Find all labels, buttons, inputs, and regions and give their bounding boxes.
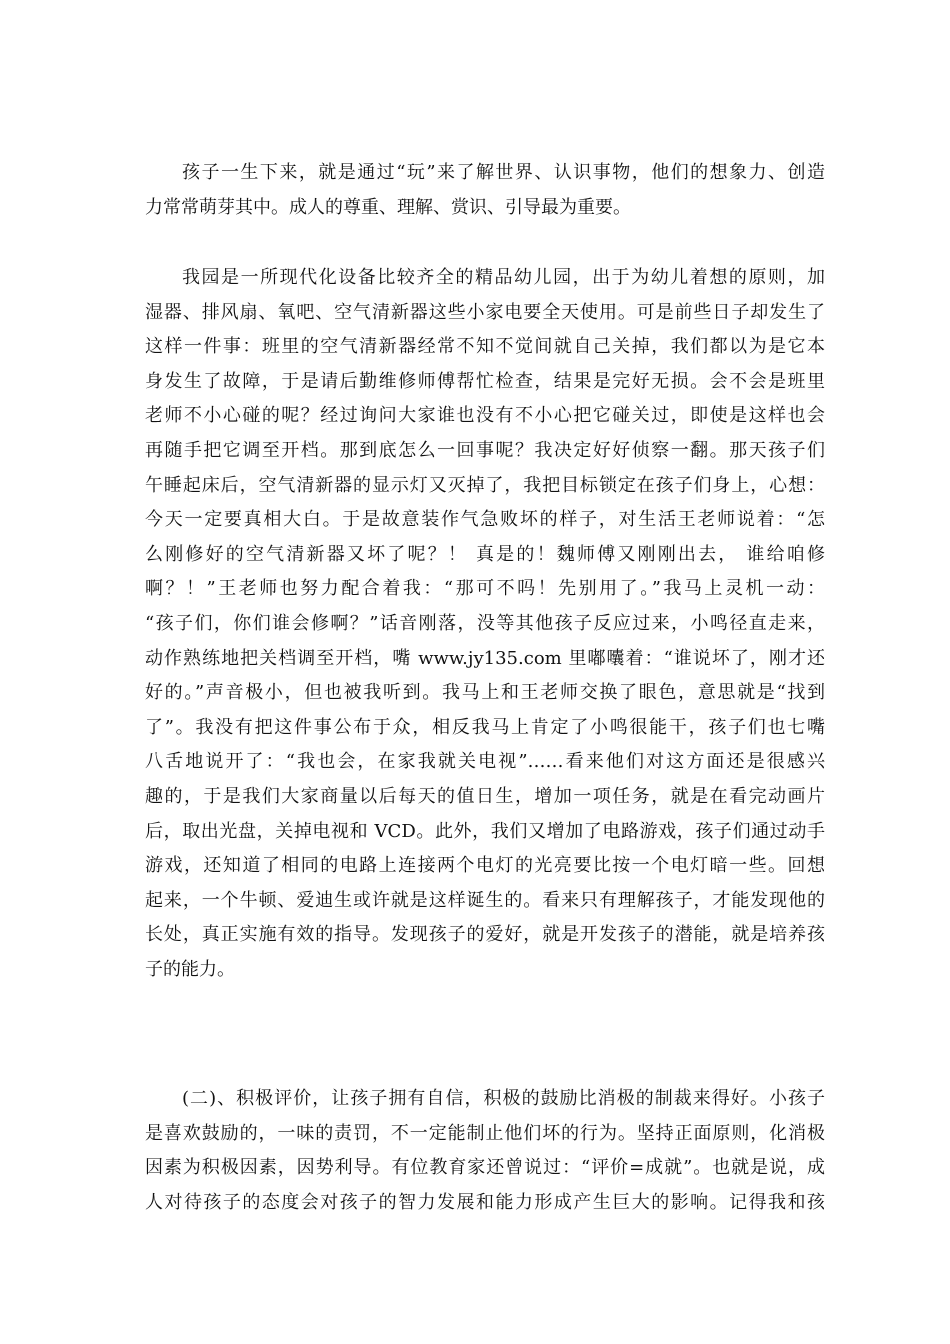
text-line: 好的。”声音极小，但也被我听到。我马上和王老师交换了眼色，意思就是“找到 (145, 682, 825, 704)
text-line: 我园是一所现代化设备比较齐全的精品幼儿园，出于为幼儿着想的原则，加 (182, 267, 825, 288)
text-line: 老师不小心碰的呢？经过询问大家谁也没有不小心把它碰关过，即使是这样也会 (145, 405, 825, 427)
text-line: 这样一件事：班里的空气清新器经常不知不觉间就自己关掉，我们都以为是它本 (145, 336, 825, 358)
text-line: 趣的，于是我们大家商量以后每天的值日生，增加一项任务，就是在看完动画片 (145, 785, 825, 807)
text-line: 人对待孩子的态度会对孩子的智力发展和能力形成产生巨大的影响。记得我和孩 (145, 1191, 825, 1213)
text-line: 孩子一生下来，就是通过“玩”来了解世界、认识事物，他们的想象力、创造 (182, 162, 825, 183)
text-line: 么刚修好的空气清新器又坏了呢？！ 真是的！魏师傅又刚刚出去， 谁给咱修 (145, 543, 825, 565)
text-line: (二)、积极评价，让孩子拥有自信，积极的鼓励比消极的制裁来得好。小孩子 (182, 1088, 825, 1109)
text-line: 八舌地说开了：“我也会，在家我就关电视”……看来他们对这方面还是很感兴 (145, 751, 825, 773)
text-line: 午睡起床后，空气清新器的显示灯又灭掉了，我把目标锁定在孩子们身上，心想： (145, 474, 825, 496)
text-line: 起来，一个牛顿、爱迪生或许就是这样诞生的。看来只有理解孩子，才能发现他的 (145, 889, 825, 911)
text-line: 了”。我没有把这件事公布于众，相反我马上肯定了小鸣很能干，孩子们也七嘴 (145, 716, 825, 738)
text-line: 动作熟练地把关档调至开档，嘴 www.jy135.com 里嘟囔着：“谁说坏了，刚才还 (145, 647, 825, 669)
text-line: 游戏，还知道了相同的电路上连接两个电灯的光亮要比按一个电灯暗一些。回想 (145, 855, 825, 877)
text-line: 力常常萌芽其中。成人的尊重、理解、赏识、引导最为重要。 (145, 196, 631, 218)
text-line: 长处，真正实施有效的指导。发现孩子的爱好，就是开发孩子的潜能，就是培养孩 (145, 924, 825, 946)
text-line: 因素为积极因素，因势利导。有位教育家还曾说过：“评价=成就”。也就是说，成 (145, 1157, 825, 1179)
text-line: 再随手把它调至开档。那到底怎么一回事呢？我决定好好侦察一翻。那天孩子们 (145, 439, 825, 461)
text-line: 今天一定要真相大白。于是故意装作气急败坏的样子，对生活王老师说着：“怎 (145, 509, 825, 531)
text-line: 身发生了故障，于是请后勤维修师傅帮忙检查，结果是完好无损。会不会是班里 (145, 370, 825, 392)
text-line: 是喜欢鼓励的，一味的责罚，不一定能制止他们坏的行为。坚持正面原则，化消极 (145, 1122, 825, 1144)
text-line: 啊？！”王老师也努力配合着我：“那可不吗！先别用了。”我马上灵机一动： (145, 578, 825, 600)
text-line: 子的能力。 (145, 958, 235, 980)
paragraph-intro (145, 156, 825, 225)
text-line: 湿器、排风扇、氧吧、空气清新器这些小家电要全天使用。可是前些日子却发生了 (145, 301, 825, 323)
paragraph-story (145, 261, 825, 987)
paragraph-evaluation (145, 1082, 825, 1220)
text-line: “孩子们，你们谁会修啊？”话音刚落，没等其他孩子反应过来，小鸣径直走来， (145, 612, 825, 634)
text-line: 后，取出光盘，关掉电视和 VCD。此外，我们又增加了电路游戏，孩子们通过动手 (145, 820, 825, 842)
